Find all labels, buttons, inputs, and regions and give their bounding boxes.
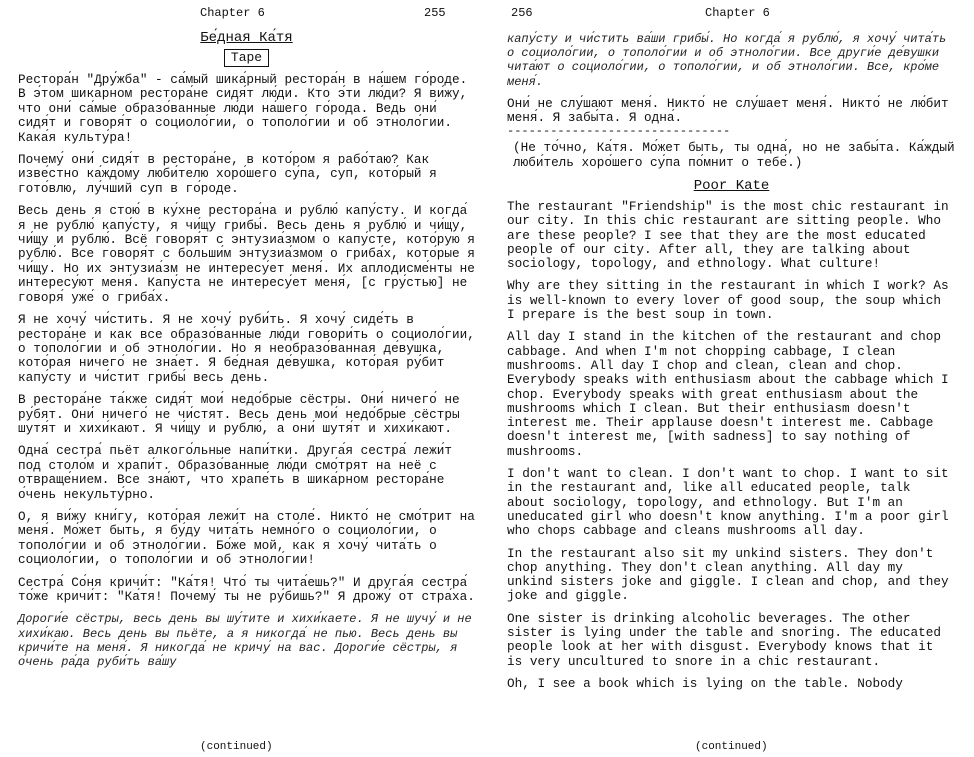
story-title: Бе́дная Ка́тя: [200, 30, 293, 46]
italic-continuation: капу́сту и чи́стить ва́ши грибы́. Но когда́ я рублю́, я хочу́ чита́ть о социоло́гии, о тополо́гии и об этноло́гии. Все други́е де́вушки чита́ют о социоло́гии, о тополо́гии, и об этноло́гии. Все, кро́ме меня́.: [507, 32, 947, 89]
paragraph: I don't want to clean. I don't want to chop. I want to sit in the restaurant and, like all educated people, talk about sociology, topology, and ethnology. But I'm an uneducated girl who doesn't know anything. I'm a poor girl who chops cabbage and cleans mushrooms all day.: [507, 466, 949, 539]
paragraph: The restaurant "Friendship" is the most chic restaurant in our city. In this chic restaurant are sitting people. Who are these people? I see that they are the most educated people of our city. After all, they are talking about sociology, topology, and ethnology. What culture!: [507, 199, 949, 272]
page-number: 255: [424, 6, 446, 20]
translation-title: Poor Kate: [693, 178, 770, 194]
paragraph: Весь день я стою́ в ку́хне рестора́на и рублю́ капу́сту. И когда́ я не рублю́ капу́сту, я чи́щу грибы́. Весь день я рублю́ и чи́щу, чи́щу и рублю́. Всё говоря́т с энтузиа́змом о капу́сте, кото́рую я рублю́. Все говоря́т с больши́м энтузиа́змом о гриба́х, кото́рые я чи́щу. Но их энтузиа́зм не интересу́ет меня́. Их аплодисме́нты не интересу́ют меня́. Капу́ста не интересу́ет меня́, [с гру́стью] не говоря́ уже́ о гриба́х.: [18, 203, 475, 305]
chapter-header: Chapter 6: [705, 6, 770, 20]
continued-label: (continued): [200, 741, 273, 753]
paragraph: Рестора́н "Дру́жба" - са́мый шика́рный рестора́н в на́шем го́роде. В э́том шика́рном рестора́не сидя́т лю́ди. Кто э́ти лю́ди? Я ви́жу, что они́ са́мые образо́ванные лю́ди на́шего го́рода. Ведь они́ сидя́т и говоря́т о социоло́гии, о тополо́гии и об этноло́гии. Кака́я культу́ра!: [18, 72, 468, 145]
paragraph: О, я ви́жу кни́гу, кото́рая лежи́т на столе́. Никто́ не смо́трит на меня́. Мо́жет быть, я бу́ду чита́ть немно́го о социоло́гии, о тополо́гии и об этноло́гии. Бо́же мой, как я хочу́ чита́ть о социоло́гии, о тополо́гии и об этноло́гии!: [18, 508, 475, 568]
paragraph: Одна́ сестра́ пьёт алкого́льные напи́тки. Друга́я сестра́ лежи́т под столо́м и храпи́т. Образо́ванные лю́ди смо́трят на неё с отвраще́нием. Все зна́ют, что храпе́ть в шика́рном рестора́не о́чень некульту́рно.: [18, 443, 452, 502]
paragraph: Why are they sitting in the restaurant in which I work? As is well-known to every lover of good soup, the soup which I prepare is the best soup in town.: [507, 278, 949, 323]
paragraph: Почему́ они́ сидя́т в рестора́не, в кото́ром я рабо́таю? Как изве́стно ка́ждому люби́телю хоро́шего су́па, суп, кото́рый я гото́влю, лу́чший суп в го́роде.: [18, 152, 437, 196]
paragraph: All day I stand in the kitchen of the restaurant and chop cabbage. And when I'm not chopping cabbage, I clean mushrooms. All day I chop and clean, clean and chop. Everybody speaks with enthusiasm about the cabbage which I chop. Everybody speaks with great enthusiasm about the mushrooms which I clean. But their enthusiasm doesn't interest me. Their applause doesn't interest me. Cabbage doesn't interest me, [with sadness] to say nothing of mushrooms.: [507, 329, 949, 459]
page-number: 256: [511, 6, 533, 20]
russian-text: [18, 73, 475, 604]
divider-rule: -------------------------------: [507, 124, 731, 139]
paragraph: В рестора́не та́кже сидя́т мои́ недо́брые сёстры. Они́ ничего́ не ру́бят. Они́ ничего́ не чи́стят. Весь день мои́ недо́брые сёстры шутя́т и хихи́кают. Я чи́щу и рублю́, а они́ шутя́т и хихи́кают.: [18, 392, 460, 436]
paragraph: One sister is drinking alcoholic beverages. The other sister is lying under the table and snoring. The educated people look at her with disgust. Everybody knows that it is very uncultured to snore in a chic restaurant.: [507, 610, 941, 669]
parenthetical-note: (Не то́чно, Ка́тя. Мо́жет быть, ты одна́, но не забы́та. Ка́ждый люби́тель хоро́шего су́па по́мнит о тебе́.): [513, 140, 955, 170]
continued-label: (continued): [695, 741, 768, 753]
pre-rule-paragraph: Они́ не слу́шают меня́. Никто́ не слу́шает меня́. Никто́ не лю́бит меня́. Я забы́та. Я одна́.: [507, 95, 949, 126]
english-text: [507, 200, 956, 691]
tape-label: Tape: [224, 49, 269, 67]
paragraph: Oh, I see a book which is lying on the table. Nobody: [507, 675, 903, 691]
chapter-header: Chapter 6: [200, 6, 265, 20]
paragraph: In the restaurant also sit my unkind sisters. They don't chop anything. They don't clean anything. All day my unkind sisters joke and giggle. I clean and chop, and they joke and giggle.: [507, 545, 949, 604]
right-page: [487, 0, 974, 757]
italic-paragraph: Дороги́е сёстры, весь день вы шу́тите и хихи́каете. Я не шучу́ и не хихи́каю. Весь день вы пьёте, а я никогда́ не пью. Весь день вы кричи́те на меня́. Я никогда́ не кричу́ на вас. Дороги́е сёстры, я о́чень ра́да руби́ть ва́шу: [18, 612, 472, 670]
paragraph: Я не хочу́ чи́стить. Я не хочу́ руби́ть. Я хочу́ сиде́ть в рестора́не и как все образо́ванные лю́ди говори́ть о социоло́гии, о тополо́гии и об этноло́гии. Но я необразо́ванная де́вушка, кото́рая ничего́ не зна́ет. Я бе́дная де́вушка, кото́рая ру́бит капу́сту и чи́стит грибы́ весь день.: [18, 312, 475, 385]
paragraph: Сестра́ Со́ня кричи́т: "Ка́тя! Что́ ты чита́ешь?" И друга́я сестра́ то́же кричи́т: "Ка́тя! Почему́ ты не ру́бишь?" Я дрожу́ от стра́ха.: [18, 574, 475, 604]
